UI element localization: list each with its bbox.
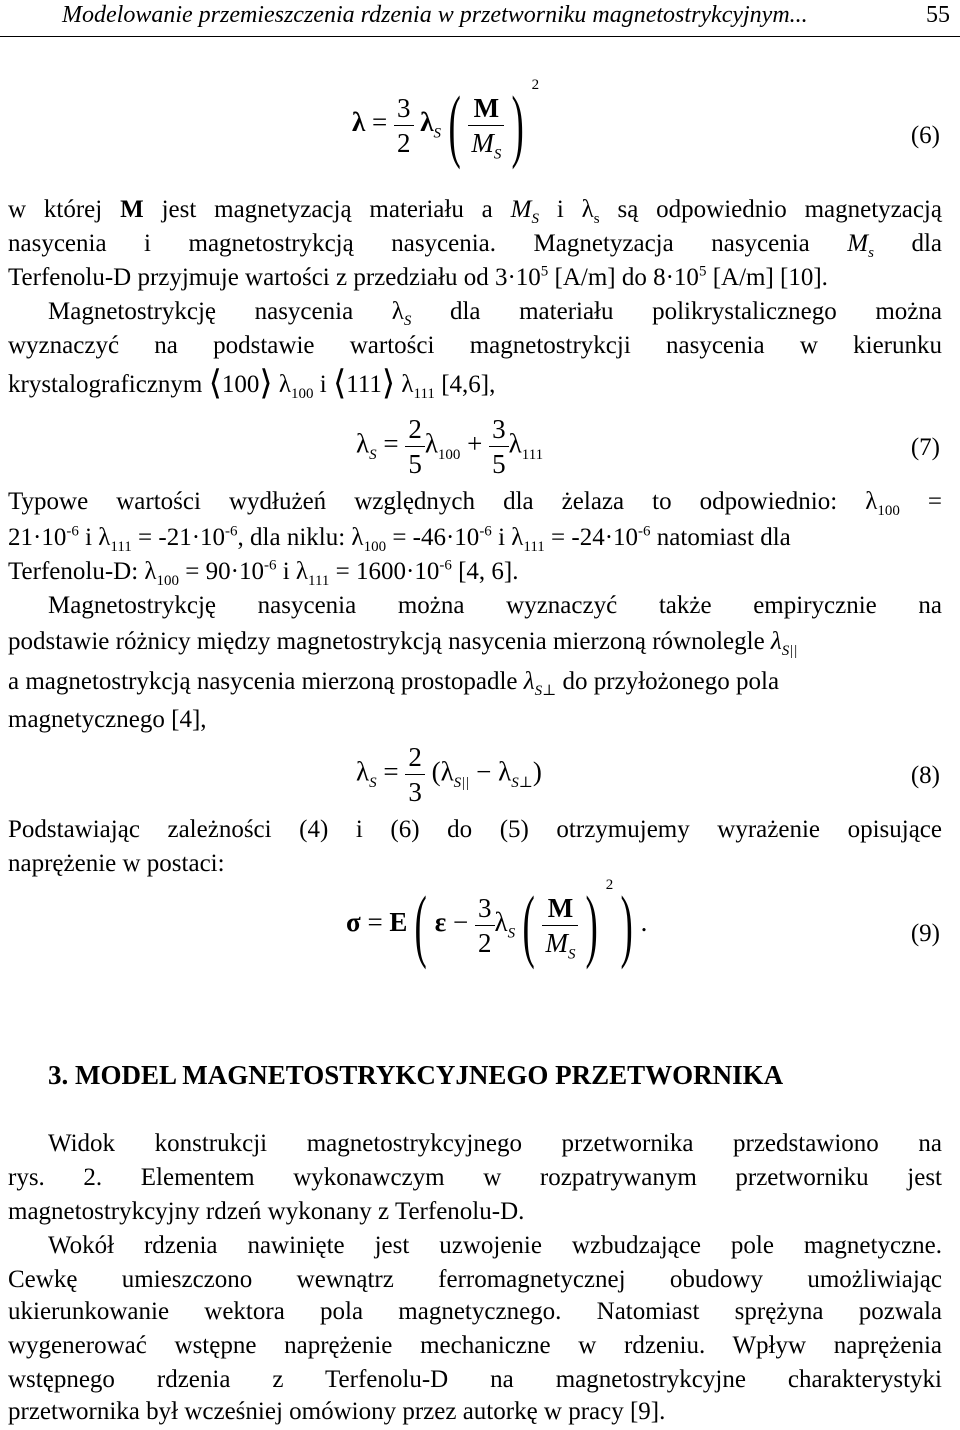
paragraph-line: przetwornika był wcześniej omówiony przez autorkę w pracy [9].: [8, 1398, 666, 1425]
paragraph-line: nasycenia i magnetostrykcją nasycenia. Magnetyzacja nasycenia $M_s$ dla: [8, 230, 942, 261]
paragraph-line: $21\cdot 10^{-6}$ i $\lambda_{111} = -21\cdot 10^{-6}$, dla niklu: $\lambda_{100} = -46\cdot 10^{-6}$ i $\lambda_{111} = -24\cdot 10^{-6}$ natomiast dla: [8, 523, 791, 555]
paragraph-line: Terfenolu-D: $\lambda_{100} = 90\cdot 10^{-6}$ i $\lambda_{111} = 1600\cdot 10^{-6}$ [4, 6].: [8, 557, 519, 589]
equation-9-number: (9): [910, 920, 940, 947]
equation-8: $\lambda_S$ = $\frac{2}{3}$ $(\lambda_{S||} - \lambda_{S\perp})$: [356, 742, 542, 807]
equation-7-number: (7): [910, 434, 940, 461]
paragraph-line: magnetycznego [4],: [8, 706, 207, 733]
paragraph-line: magnetostrykcyjny rdzeń wykonany z Terfenolu-D.: [8, 1198, 525, 1225]
paragraph-line: Magnetostrykcję nasycenia można wyznaczyć także empirycznie na: [48, 592, 942, 619]
running-header: [0, 0, 960, 37]
paragraph-line: Magnetostrykcję nasycenia $\lambda_S$ dla materiału polikrystalicznego można: [48, 298, 942, 329]
equation-6-number: (6): [910, 122, 940, 149]
paragraph-line: krystalograficznym ⟨100⟩ $\lambda_{100}$ i ⟨111⟩ $\lambda_{111}$ [4,6],: [8, 365, 496, 402]
paragraph-line: Widok konstrukcji magnetostrykcyjnego przetwornika przedstawiono na: [48, 1130, 942, 1157]
paragraph-line: wyznaczyć na podstawie wartości magnetostrykcji nasycenia w kierunku: [8, 332, 942, 359]
paragraph-line: naprężenie w postaci:: [8, 850, 225, 877]
header-title: Modelowanie przemieszczenia rdzenia w przetworniku magnetostrykcyjnym...: [62, 2, 808, 28]
equation-6: λ = $\frac{3}{2}$ $\lambda_S$( $\frac{M}{M_S}$ ) $^2$: [352, 77, 540, 170]
paragraph-line: w której M jest magnetyzacją materiału a $M_S$ i $\lambda_s$ są odpowiednio magnetyzacją: [8, 196, 942, 227]
page-number: 55: [926, 2, 950, 28]
paragraph-line: Wokół rdzenia nawinięte jest uzwojenie wzbudzające pole magnetyczne.: [48, 1232, 942, 1259]
paragraph-line: wygenerować wstępne naprężenie mechaniczne w rdzeniu. Wpływ naprężenia: [8, 1332, 942, 1359]
paragraph-line: wstępnego rdzenia z Terfenolu-D na magnetostrykcyjne charakterystyki: [8, 1366, 942, 1393]
paragraph-line: ukierunkowanie wektora pola magnetycznego. Natomiast sprężyna pozwala: [8, 1298, 942, 1325]
paragraph-line: a magnetostrykcją nasycenia mierzoną prostopadle $\lambda_{S\perp}$ do przyłożonego pola: [8, 668, 780, 699]
paragraph-line: Typowe wartości wydłużeń względnych dla żelaza to odpowiednio: $\lambda_{100}$ =: [8, 488, 943, 519]
paragraph-line: rys. 2. Elementem wykonawczym w rozpatrywanym przetworniku jest: [8, 1164, 942, 1191]
equation-7: $\lambda_S$ = $\frac{2}{5}$ $\lambda_{100}$ + $\frac{3}{5}$ $\lambda_{111}$: [356, 414, 544, 479]
paragraph-line: podstawie różnicy między magnetostrykcją nasycenia mierzoną równolegle $\lambda_{S||}$: [8, 628, 798, 659]
paragraph-line: Terfenolu-D przyjmuje wartości z przedziału od $3\cdot 10^5$ [A/m] do $8\cdot 10^5$ [A/m] [10].: [8, 263, 828, 291]
equation-8-number: (8): [910, 762, 940, 789]
paragraph-line: Cewkę umieszczono wewnątrz ferromagnetycznej obudowy umożliwiając: [8, 1266, 942, 1293]
section-heading: 3. MODEL MAGNETOSTRYKCYJNEGO PRZETWORNIKA: [48, 1060, 784, 1090]
equation-9: σ = E( ε − $\frac{3}{2}$ $\lambda_S$( $\frac{M}{M_S}$ ) $^2$) .: [346, 877, 648, 970]
paragraph-line: Podstawiając zależności (4) i (6) do (5) otrzymujemy wyrażenie opisujące: [8, 816, 942, 843]
